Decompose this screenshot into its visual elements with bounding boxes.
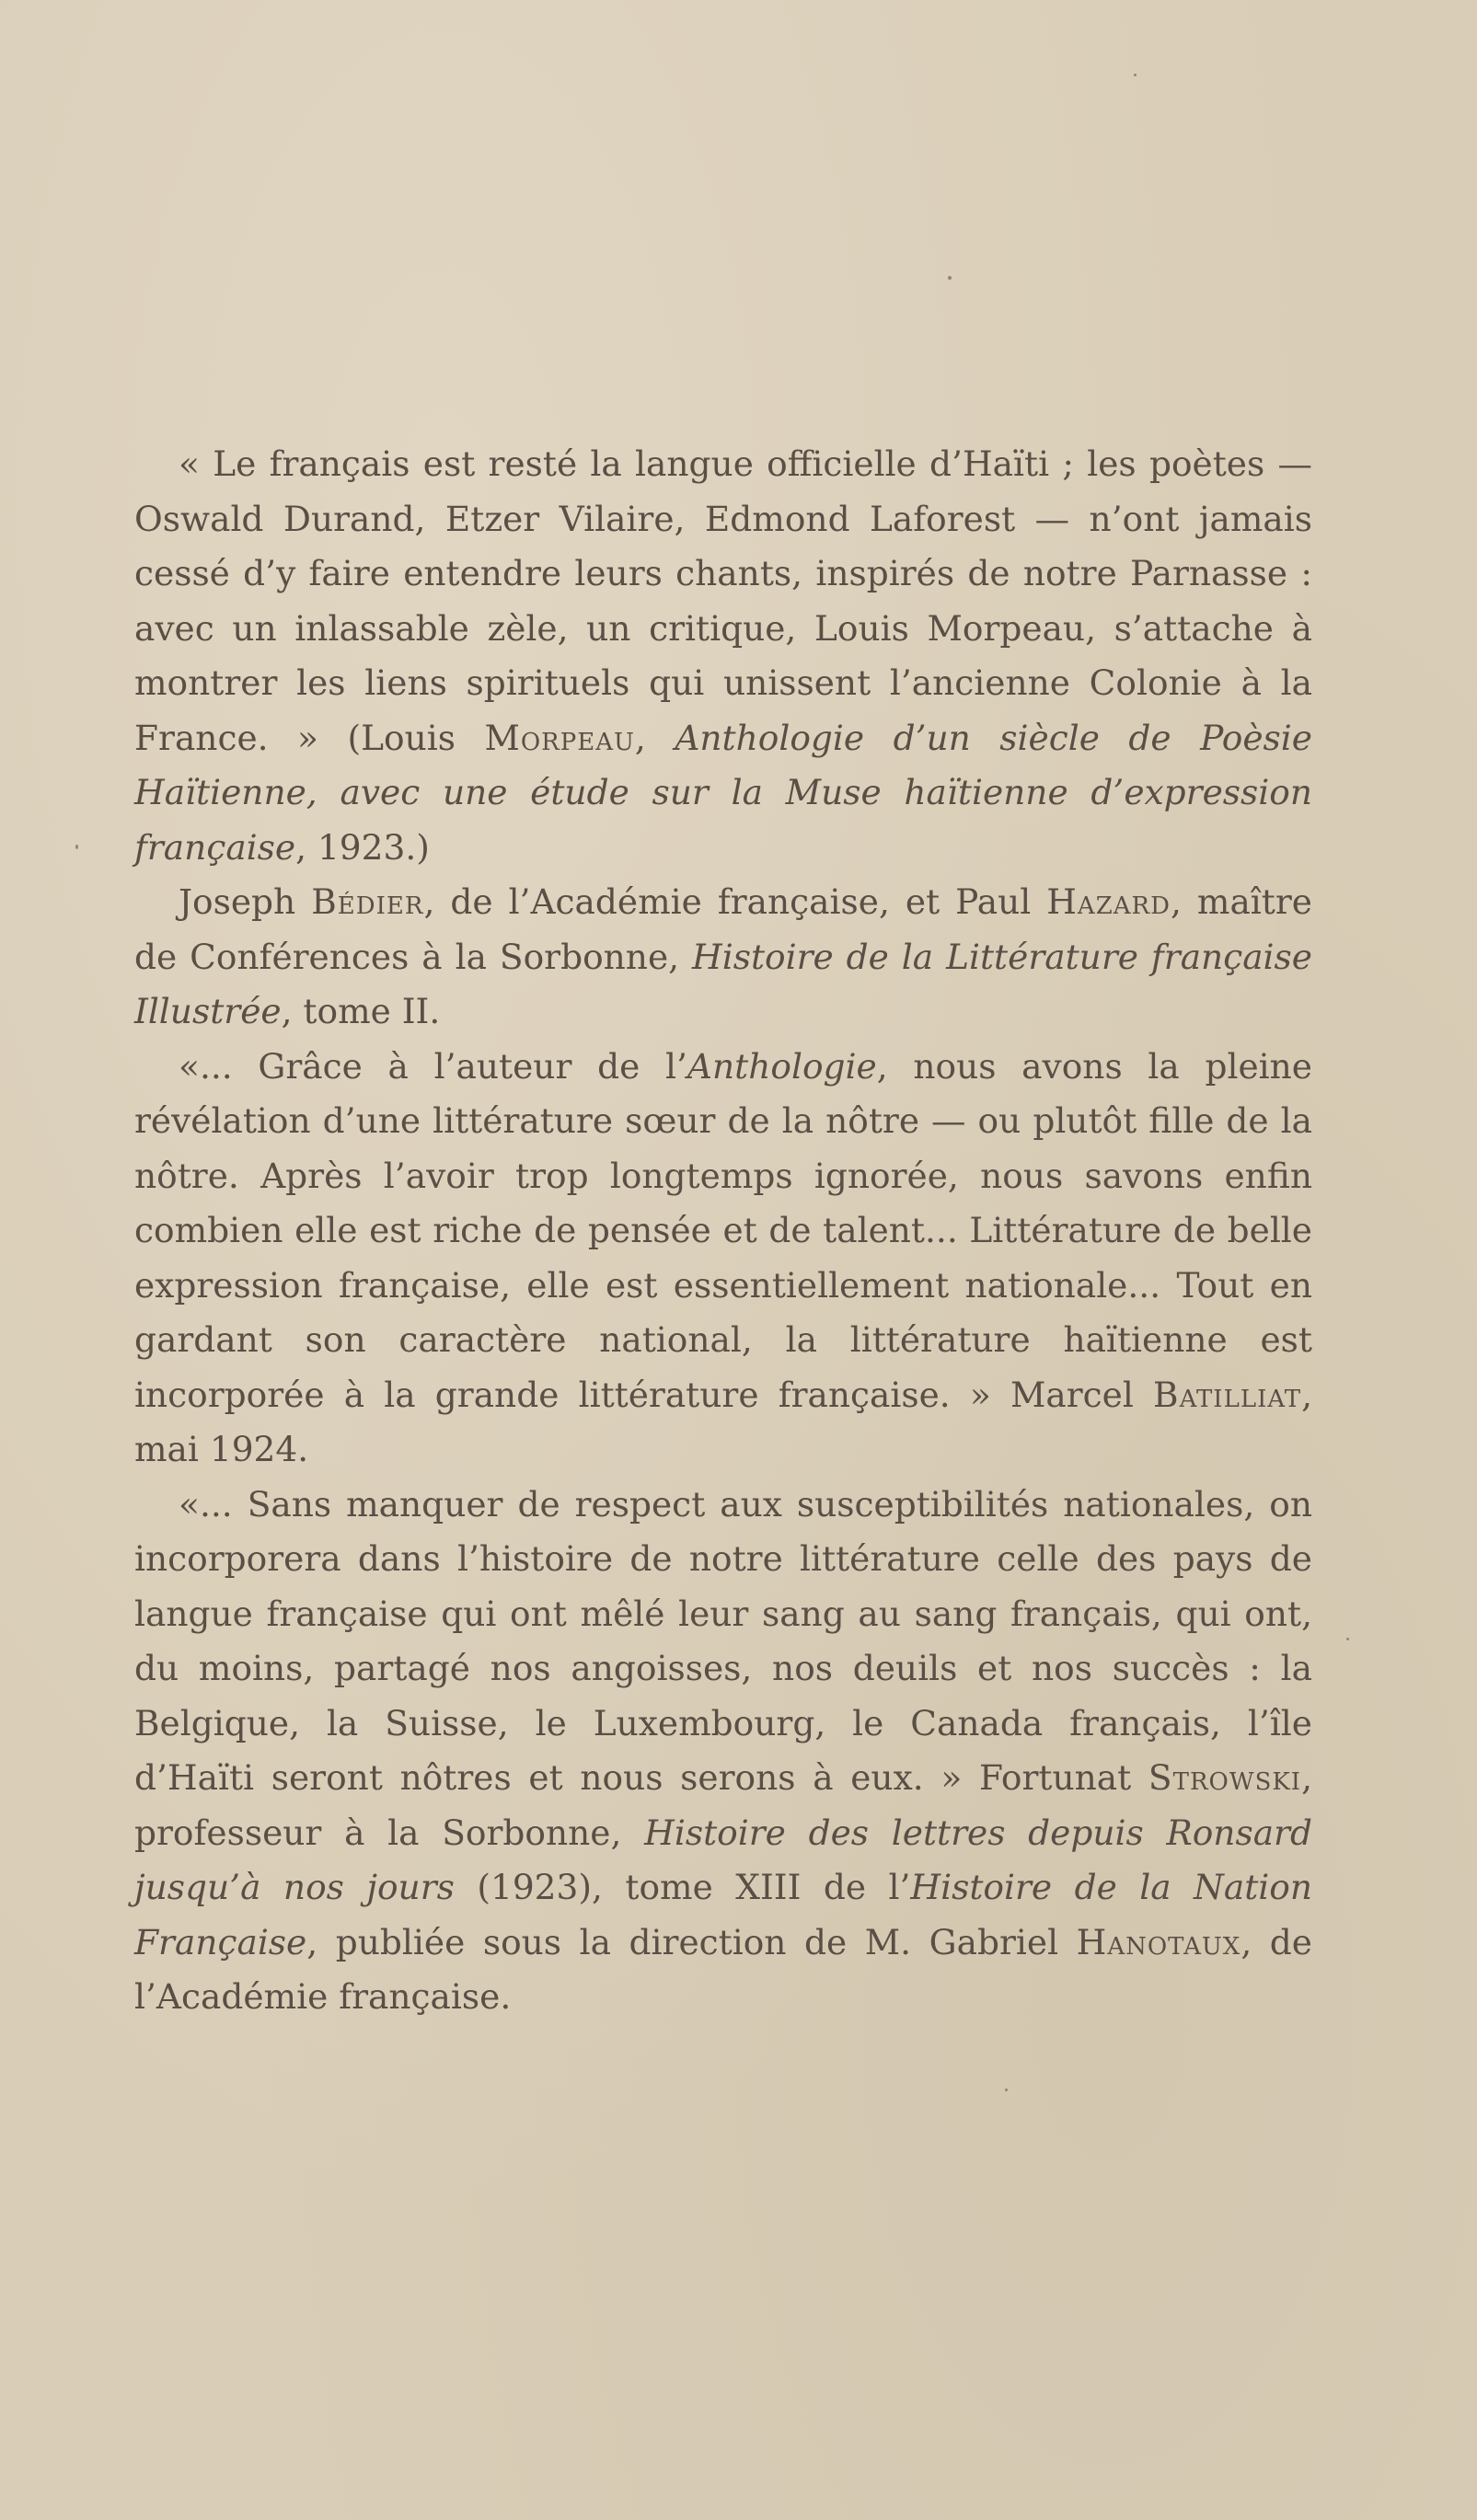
text-run: , 1923.) [295,826,430,868]
book-title: Histoire de la Nation Française [134,1867,1312,1962]
text-run: «... Grâce à l’auteur de l’ [179,1045,687,1087]
book-title: Histoire de la Littérature française Illustrée [134,936,1312,1031]
paper-speck [75,845,78,849]
paper-speck [1134,74,1137,76]
paragraph-strowski-quote [134,1478,1312,2025]
book-title: Anthologie d’un siècle de Poèsie Haïtienne, avec une étude sur la Muse haïtienne d’expression française [134,717,1312,868]
text-run: , de l’Académie française. [134,1921,1312,2017]
text-run: (1923), tome XIII de l’ [454,1867,911,1907]
text-run: , nous avons la pleine révélation d’une littérature sœur de la nôtre — ou plutôt fille de la nôtre. Après l’avoir trop longtemps ignorée, nous savons enfin combien elle est riche de pensée et de talent... Littérature de belle expression française, elle est essentiellement nationale... Tout en gardant son caractère national, la littérature haïtienne est incorporée à la grande littérature française. » Marcel [134,1045,1312,1415]
text-run: «... Sans manquer de respect aux susceptibilités nationales, on incorporera dans l’histoire de notre littérature celle des pays de langue française qui ont mêlé leur sang au sang français, qui ont, du moins, partagé nos angoisses, nos deuils et nos succès : la Belgique, la Suisse, le Luxembourg, le Canada français, l’île d’Haïti seront nôtres et nous serons à eux. » Fortunat [134,1483,1312,1798]
book-title: Anthologie [687,1045,877,1087]
author-name: Strowski [1148,1757,1302,1798]
author-name: Hanotaux [1076,1921,1241,1962]
text-run: , de l’Académie française, et Paul [423,881,1047,922]
text-run: Joseph [179,881,312,922]
paper-speck [948,276,952,280]
text-run: , professeur à la Sorbonne, [134,1757,1312,1853]
paragraph-morpeau-quote [134,437,1312,875]
text-run: « Le français est resté la langue officielle d’Haïti ; les poètes — Oswald Durand, Etzer Vilaire, Edmond Laforest — n’ont jamais cessé d’y faire entendre leurs chants, inspirés de notre Parnasse : avec un inlassable zèle, un critique, Louis Morpeau, s’attache à montrer les liens spirituels qui unissent l’ancienne Colonie à la France. » (Louis [134,443,1312,758]
text-run: , [634,717,675,758]
book-title: Histoire des lettres depuis Ronsard jusqu’à nos jours [134,1812,1312,1907]
author-name: Batilliat [1153,1374,1302,1415]
paragraph-bedier-hazard [134,875,1312,1040]
paper-speck [1005,2088,1008,2091]
author-name: Morpeau [484,717,635,758]
body-text [134,437,1312,2025]
paragraph-batilliat-quote [134,1040,1312,1478]
text-run: , mai 1924. [134,1374,1312,1469]
paper-speck [1346,1638,1349,1640]
text-run: , tome II. [281,991,441,1031]
author-name: Bédier [311,881,424,922]
text-run: , maître de Conférences à la Sorbonne, [134,881,1312,977]
author-name: Hazard [1046,881,1171,922]
text-run: , publiée sous la direction de M. Gabriel [306,1921,1077,1962]
